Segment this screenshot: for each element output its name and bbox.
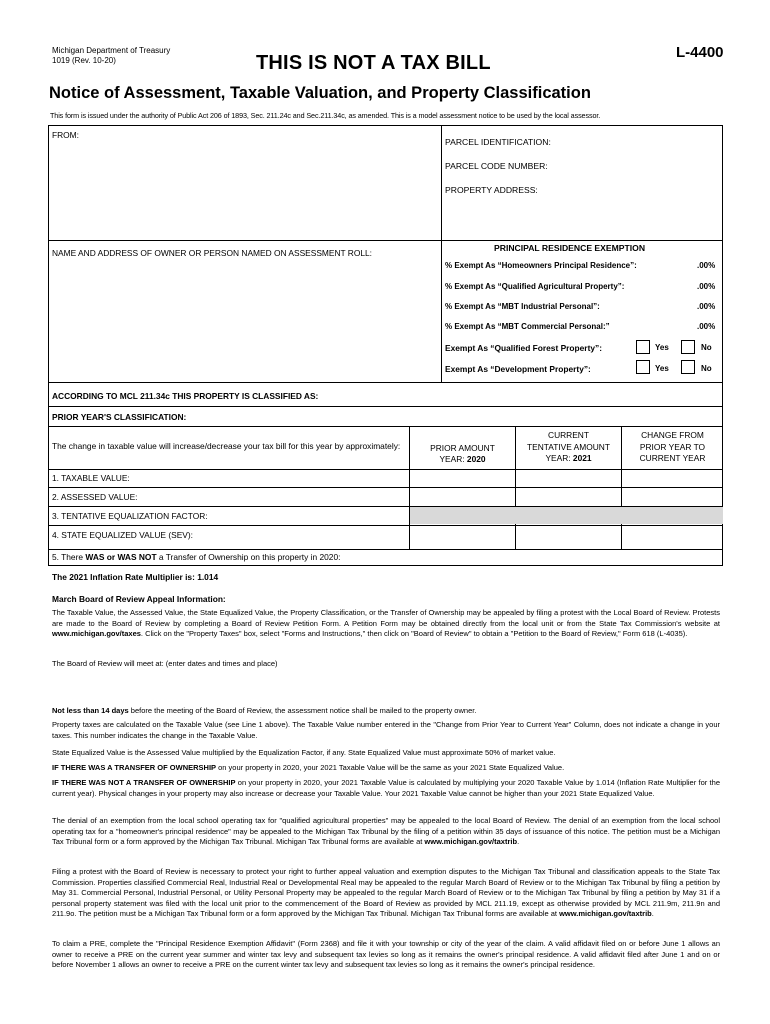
forest-yes-checkbox[interactable] bbox=[636, 340, 650, 354]
tentative-amount-label: TENTATIVE AMOUNT bbox=[527, 441, 610, 452]
classification-field[interactable]: ACCORDING TO MCL 211.34c THIS PROPERTY IS CLASSIFIED AS: bbox=[52, 391, 319, 401]
note-exemption-denial bbox=[52, 816, 720, 848]
note-transfer-text: on your property in 2020, your 2021 Taxable Value will be the same as your 2021 State Equalized Value. bbox=[216, 763, 565, 772]
current-year-label: YEAR: bbox=[545, 453, 571, 463]
development-yes-checkbox[interactable] bbox=[636, 360, 650, 374]
note-transfer-bold: IF THERE WAS A TRANSFER OF OWNERSHIP bbox=[52, 763, 217, 772]
shaded-cell bbox=[410, 507, 723, 524]
divider bbox=[48, 240, 723, 241]
assessed-value-row[interactable]: 2. ASSESSED VALUE: bbox=[52, 492, 138, 502]
divider bbox=[48, 469, 723, 470]
authority-statement: This form is issued under the authority of Public Act 206 of 1893, Sec. 211.24c and Sec.211.34c, as amended. This is a model assessment notice to be used by the local assessor. bbox=[50, 111, 601, 120]
current-label: CURRENT bbox=[548, 430, 589, 440]
board-meeting-info[interactable]: The Board of Review will meet at: (enter dates and times and place) bbox=[52, 659, 278, 668]
pre-mbt-industrial-value: .00% bbox=[697, 302, 716, 311]
divider bbox=[48, 382, 723, 383]
form-number: L-4400 bbox=[676, 44, 724, 61]
divider bbox=[48, 506, 723, 507]
equalization-factor-row[interactable]: 3. TENTATIVE EQUALIZATION FACTOR: bbox=[52, 511, 208, 521]
forest-yes-label: Yes bbox=[655, 343, 669, 352]
divider bbox=[48, 525, 723, 526]
tax-change-note: The change in taxable value will increase/decrease your tax bill for this year by approximately: bbox=[52, 441, 401, 451]
note-claim-pre: To claim a PRE, complete the "Principal Residence Exemption Affidavit" (Form 2368) and file it with your township or city of the year of the claim. A valid affidavit filed on or before June 1 allows an owner to receive a PRE on the current year summer and winter tax levy and subsequent tax levies so long as it remains the owner's principal residence. A valid affidavit filed after June 1 and on or before November 1 allows an owner to receive a PRE on the current winter tax levy and subsequent tax levies so long as it remains the owner's principal residence. bbox=[52, 939, 720, 970]
inflation-rate-multiplier: The 2021 Inflation Rate Multiplier is: 1.014 bbox=[52, 572, 219, 582]
transfer-suffix: a Transfer of Ownership on this property in 2020: bbox=[156, 552, 341, 562]
not-a-tax-bill-title: THIS IS NOT A TAX BILL bbox=[256, 52, 491, 74]
prior-year-classification-field[interactable]: PRIOR YEAR'S CLASSIFICATION: bbox=[52, 412, 187, 422]
note-transfer bbox=[52, 763, 720, 774]
note-sev: State Equalized Value is the Assessed Value multiplied by the Equalization Factor, if any. State Equalized Value must approximate 50% of market value. bbox=[52, 748, 556, 757]
pre-agricultural-value: .00% bbox=[697, 282, 716, 291]
transfer-of-ownership-row[interactable] bbox=[52, 552, 340, 562]
appeal-heading: March Board of Review Appeal Information: bbox=[52, 594, 226, 604]
note-no-transfer bbox=[52, 778, 720, 799]
pre-agricultural-label: % Exempt As “Qualified Agricultural Property”: bbox=[445, 282, 625, 291]
pre-mbt-commercial-label: % Exempt As “MBT Commercial Personal:” bbox=[445, 322, 610, 331]
development-no-label: No bbox=[701, 364, 712, 373]
forest-no-checkbox[interactable] bbox=[681, 340, 695, 354]
note-no-transfer-text: on your property in 2020, your 2021 Taxable Value is calculated by multiplying your 2020 Taxable Value by 1.014 (Inflation Rate Multiplier for the current year). Physical changes in your property may also increase or decrease your Taxable Value. Your 2021 Taxable Value cannot be higher than your 2021 State Equalized Value. bbox=[52, 778, 720, 798]
pre-mbt-industrial-label: % Exempt As “MBT Industrial Personal”: bbox=[445, 302, 600, 311]
department-name bbox=[52, 46, 170, 66]
note-taxable-value: Property taxes are calculated on the Taxable Value (see Line 1 above). The Taxable Value number entered in the "Change from Prior Year to Current Year" Column, does not indicate a change in your taxes. This number indicates the change in the Taxable Value. bbox=[52, 720, 720, 740]
note-exemption-text: The denial of an exemption from the local school operating tax for "qualified agricultural properties" may be appealed to the local Board of Review. The denial of an exemption from the local school operating tax for a "homeowner's principal residence" may be appealed to the Michigan Tax Tribunal by the filing of a petition within 35 days of issuance of this notice. The petition must be a Michigan Tax Tribunal form or a form approved by the Michigan Tax Tribunal. Michigan Tax Tribunal forms are available at bbox=[52, 816, 720, 847]
transfer-choice: WAS or WAS NOT bbox=[85, 552, 157, 562]
appeal-text-a: The Taxable Value, the Assessed Value, the State Equalized Value, the Property Classification, or the Transfer of Ownership may be appealed by filing a protest with the Local Board of Review. Protests are made to the Board of Review by completing a Board of Review Petition Form. A Petition Form may be obtained directly from the local unit or from the State Tax Commission's website at bbox=[52, 608, 720, 628]
department-label: Michigan Department of Treasury bbox=[52, 46, 171, 55]
note-no-transfer-bold: IF THERE WAS NOT A TRANSFER OF OWNERSHIP bbox=[52, 778, 236, 787]
divider bbox=[441, 125, 442, 382]
taxtrib-link[interactable]: www.michigan.gov/taxtrib bbox=[424, 837, 518, 847]
taxtrib-link[interactable]: www.michigan.gov/taxtrib bbox=[559, 909, 652, 919]
from-label: FROM: bbox=[52, 130, 79, 140]
note-mailing-bold: Not less than 14 days bbox=[52, 706, 129, 715]
taxes-website-link[interactable]: www.michigan.gov/taxes bbox=[52, 629, 141, 639]
revision-label: 1019 (Rev. 10-20) bbox=[52, 56, 116, 65]
note-filing-protest bbox=[52, 867, 720, 920]
appeal-paragraph bbox=[52, 608, 720, 640]
appeal-text-b: . Click on the "Property Taxes" box, select "Forms and Instructions," then click on "Board of Review" to obtain a "Petition to the Board of Review," Form 618 (L-4035). bbox=[140, 629, 688, 639]
divider bbox=[48, 406, 723, 407]
prior-year-line bbox=[410, 454, 515, 465]
note-mailing-text: before the meeting of the Board of Review, the assessment notice shall be mailed to the property owner. bbox=[128, 706, 477, 715]
pre-homeowners-value: .00% bbox=[697, 261, 716, 270]
note-filing-end: . bbox=[651, 909, 654, 919]
development-yes-label: Yes bbox=[655, 364, 669, 373]
sev-row[interactable]: 4. STATE EQUALIZED VALUE (SEV): bbox=[52, 530, 194, 540]
development-property-label: Exempt As “Development Property”: bbox=[445, 364, 591, 374]
prior-amount-label: PRIOR AMOUNT bbox=[430, 443, 495, 453]
current-year-value: 2021 bbox=[572, 453, 592, 463]
prior-year-label: YEAR: bbox=[439, 454, 465, 464]
pre-mbt-commercial-value: .00% bbox=[697, 322, 716, 331]
current-amount-header bbox=[516, 430, 621, 465]
owner-name-address-field[interactable]: NAME AND ADDRESS OF OWNER OR PERSON NAMED ON ASSESSMENT ROLL: bbox=[52, 248, 373, 258]
divider bbox=[48, 549, 723, 550]
page-title: Notice of Assessment, Taxable Valuation, and Property Classification bbox=[49, 84, 591, 102]
change-from-label: CHANGE FROM bbox=[641, 430, 704, 440]
change-header bbox=[622, 430, 723, 465]
parcel-code-number-field[interactable]: PARCEL CODE NUMBER: bbox=[445, 161, 548, 171]
note-exemption-end: . bbox=[517, 837, 520, 847]
forest-property-label: Exempt As “Qualified Forest Property”: bbox=[445, 343, 602, 353]
transfer-prefix: 5. There bbox=[52, 552, 86, 562]
current-year-line bbox=[516, 453, 621, 465]
development-no-checkbox[interactable] bbox=[681, 360, 695, 374]
prior-year-to-label: PRIOR YEAR TO bbox=[639, 441, 706, 452]
taxable-value-row[interactable]: 1. TAXABLE VALUE: bbox=[52, 473, 130, 483]
parcel-identification-field[interactable]: PARCEL IDENTIFICATION: bbox=[445, 137, 551, 147]
current-year-col-label: CURRENT YEAR bbox=[639, 453, 706, 463]
note-filing-text: Filing a protest with the Board of Review is necessary to protect your right to further appeal valuation and exemption disputes to the Michigan Tax Tribunal and classification appeals to the State Tax Commission. Properties classified Commercial Real, Industrial Real or Developmental Real may be appealed to the regular March Board of Review or to the Michigan Tax Tribunal by filing a petition by May 31. Commercial Personal, Industrial Personal, or Utility Personal Property may be appealed to the regular March Board of Review or to the Michigan Tax Tribunal by filing a petition by May 31 if a personal property statement was filed with the local unit prior to the commencement of the Board of Review as provided by MCL 211.19, except as otherwise provided by MCL 211.9m, 211.9n and 211.9o. The petition must be a Michigan Tax Tribunal form or a form approved by the Michigan Tax Tribunal. Michigan Tax Tribunal forms are available at bbox=[52, 867, 720, 919]
prior-year-value: 2020 bbox=[466, 454, 486, 464]
pre-title: PRINCIPAL RESIDENCE EXEMPTION bbox=[494, 243, 646, 253]
forest-no-label: No bbox=[701, 343, 712, 352]
property-address-field[interactable]: PROPERTY ADDRESS: bbox=[445, 185, 538, 195]
pre-homeowners-label: % Exempt As “Homeowners Principal Residence”: bbox=[445, 261, 637, 270]
note-mailing bbox=[52, 706, 720, 717]
divider bbox=[48, 487, 723, 488]
prior-amount-header bbox=[410, 443, 515, 465]
